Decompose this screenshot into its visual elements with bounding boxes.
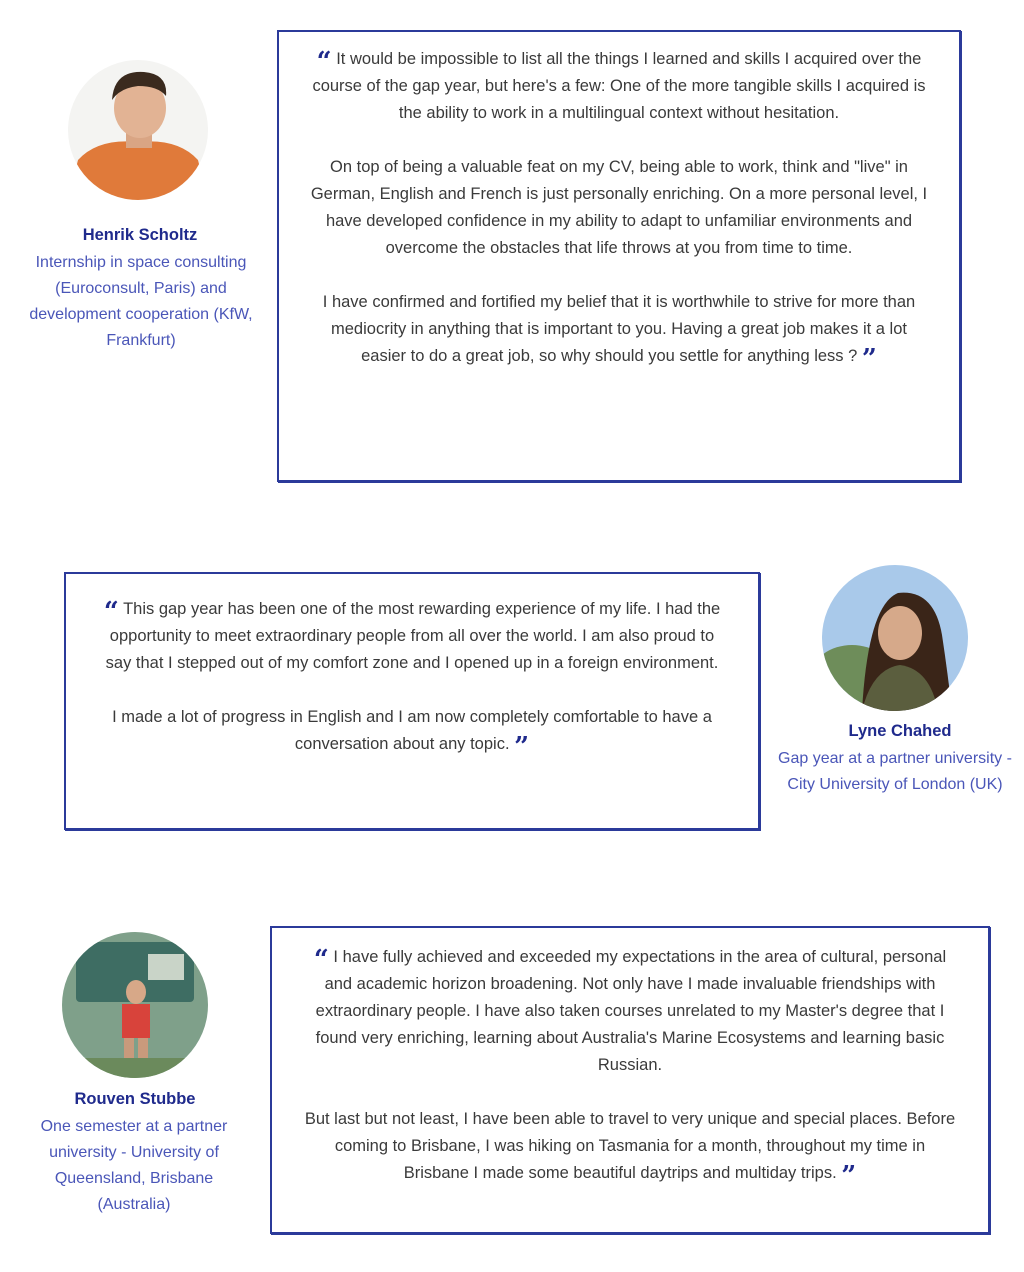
testimonial-paragraph: “ I have fully achieved and exceeded my expectations in the area of cultural, personal and academic horizon broadening. Not only have I made invaluable friendships with extraordinary people. I have also taken courses unrelated to my Master's degree that I found very enriching, learning about Australia's Marine Ecosystems and learning basic Russian. <box>313 945 947 1074</box>
testimonial-name: Rouven Stubbe <box>74 1090 196 1108</box>
quote-close-icon: ” <box>514 732 530 762</box>
quote-close-icon: ” <box>841 1161 857 1191</box>
testimonial-card-rouven <box>270 926 990 1234</box>
testimonial-paragraph: “ This gap year has been one of the most rewarding experience of my life. I had the opportunity to meet extraordinary people from all over the world. I am also proud to say that I stepped out of my comfort zone and I opened up in a foreign environment. <box>103 597 721 672</box>
testimonial-name: Lyne Chahed <box>848 722 952 740</box>
testimonial-role: One semester at a partner university - University of Queensland, Brisbane (Australia) <box>40 1118 228 1213</box>
testimonial-paragraph: But last but not least, I have been able to travel to very unique and special places. Before coming to Brisbane, I was hiking on Tasmania for a month, throughout my time in Brisbane I made some beautiful daytrips and multiday trips. ” <box>304 1110 956 1191</box>
avatar-lyne <box>822 565 968 711</box>
testimonial-paragraph: “ It would be impossible to list all the things I learned and skills I acquired over the course of the gap year, but here's a few: One of the more tangible skills I acquired is the ability to work in a multilingual context without hesitation. <box>312 47 926 122</box>
testimonial-card-lyne <box>64 572 760 830</box>
testimonial-role: Gap year at a partner university - City University of London (UK) <box>778 750 1012 793</box>
quote-open-icon: “ <box>103 597 119 627</box>
testimonial-paragraph: On top of being a valuable feat on my CV, being able to work, think and "live" in German, English and French is just personally enriching. On a more personal level, I have developed confidence in my ability to adapt to unfamiliar environments and overcome the obstacles that life throws at you from time to time. <box>310 158 928 257</box>
testimonial-role: Internship in space consulting (Euroconsult, Paris) and development cooperation (KfW, Frankfurt) <box>29 254 253 349</box>
testimonial-paragraph: I have confirmed and fortified my belief that it is worthwhile to strive for more than mediocrity in anything that is important to you. Having a great job makes it a lot easier to do a great job, so why should you settle for anything less ? ” <box>322 293 916 374</box>
testimonial-paragraph: I made a lot of progress in English and I am now completely comfortable to have a conversation about any topic. ” <box>112 708 712 762</box>
testimonial-card-henrik <box>277 30 961 482</box>
testimonial-name: Henrik Scholtz <box>82 226 198 244</box>
quote-open-icon: “ <box>316 47 332 77</box>
quote-open-icon: “ <box>313 945 329 975</box>
avatar-henrik <box>68 60 208 200</box>
quote-close-icon: ” <box>861 344 877 374</box>
avatar-rouven <box>62 932 208 1078</box>
